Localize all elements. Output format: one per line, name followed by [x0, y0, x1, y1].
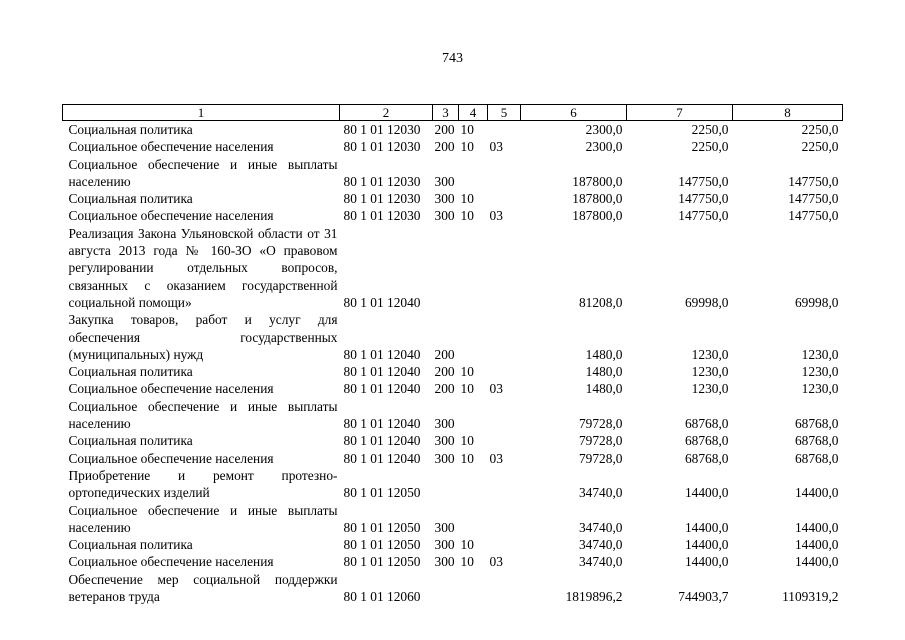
row-code: 80 1 01 12040 [343, 433, 421, 449]
table-row [63, 311, 843, 363]
header-col-5: 5 [488, 105, 521, 121]
row-col-4: 10 [460, 364, 474, 380]
table-row [63, 432, 843, 449]
row-value-7: 68768,0 [684, 416, 729, 432]
row-code: 80 1 01 12030 [343, 191, 421, 207]
row-value-6: 1480,0 [585, 364, 623, 380]
row-value-8: 2250,0 [801, 122, 839, 137]
row-name: Социальное обеспечение населения [68, 208, 274, 224]
row-value-7: 147750,0 [678, 173, 729, 189]
table-row [63, 207, 843, 224]
row-code: 80 1 01 12040 [343, 450, 421, 466]
row-col-5 [488, 467, 521, 502]
row-value-7: 14400,0 [684, 519, 729, 535]
row-col-3: 200 [434, 122, 455, 137]
row-col-4: 10 [460, 191, 474, 207]
row-name: Закупка товаров, работ и услуг для обеспечения государственных (муниципальных) нужд [68, 312, 338, 362]
row-value-6: 1819896,2 [565, 589, 623, 605]
row-col-3 [433, 571, 459, 606]
row-value-6: 187800,0 [572, 208, 623, 224]
row-code: 80 1 01 12060 [343, 589, 421, 605]
row-col-3: 300 [434, 554, 455, 570]
row-value-6: 34740,0 [578, 519, 623, 535]
row-col-5: 03 [489, 208, 503, 224]
row-value-6: 34740,0 [578, 485, 623, 501]
row-value-6: 79728,0 [578, 433, 623, 449]
row-value-8: 147750,0 [788, 208, 839, 224]
row-col-5: 03 [489, 139, 503, 155]
row-value-8: 14400,0 [794, 485, 839, 501]
row-value-7: 1230,0 [691, 346, 729, 362]
row-name: Социальное обеспечение населения [68, 450, 274, 466]
row-col-5 [488, 121, 521, 139]
row-col-4 [459, 311, 488, 363]
header-col-6: 6 [521, 105, 627, 121]
row-name: Социальная политика [68, 122, 193, 137]
row-col-3: 300 [434, 537, 455, 553]
row-code: 80 1 01 12030 [343, 122, 421, 137]
row-code: 80 1 01 12050 [343, 519, 421, 535]
table-row [63, 363, 843, 380]
row-value-8: 14400,0 [794, 519, 839, 535]
row-code: 80 1 01 12040 [343, 381, 421, 397]
row-value-6: 79728,0 [578, 416, 623, 432]
table-row [63, 467, 843, 502]
row-col-5 [488, 225, 521, 311]
header-col-3: 3 [433, 105, 459, 121]
row-value-6: 34740,0 [578, 537, 623, 553]
row-col-4 [459, 398, 488, 433]
row-col-5 [488, 311, 521, 363]
row-name: Реализация Закона Ульяновской области от 31 августа 2013 года № 160-ЗО «О правовом регулировании отдельных вопросов, связанных с оказанием государственной социальной помощи» [68, 225, 338, 310]
row-value-6: 1480,0 [585, 381, 623, 397]
row-value-7: 69998,0 [684, 294, 729, 310]
row-code: 80 1 01 12040 [343, 294, 421, 310]
page-number: 743 [442, 51, 463, 66]
table-header [63, 105, 843, 121]
row-col-5 [488, 398, 521, 433]
row-col-5: 03 [489, 450, 503, 466]
row-col-4 [459, 502, 488, 537]
row-col-4: 10 [460, 433, 474, 449]
row-col-4 [459, 467, 488, 502]
row-name: Социальное обеспечение и иные выплаты населению [68, 502, 338, 535]
row-name: Социальное обеспечение и иные выплаты населению [68, 398, 338, 432]
row-col-4: 10 [460, 537, 474, 553]
row-col-5 [488, 536, 521, 553]
row-code: 80 1 01 12030 [343, 208, 421, 224]
row-value-7: 147750,0 [678, 191, 729, 207]
header-col-8: 8 [733, 105, 843, 121]
row-col-4 [459, 225, 488, 311]
row-name: Приобретение и ремонт протезно-ортопедических изделий [68, 467, 338, 501]
row-col-5 [488, 502, 521, 537]
header-row [63, 105, 843, 121]
row-value-6: 34740,0 [578, 554, 623, 570]
row-col-3: 200 [434, 139, 455, 155]
row-code: 80 1 01 12050 [343, 554, 421, 570]
row-col-3: 300 [434, 433, 455, 449]
table-row [63, 121, 843, 139]
row-value-7: 14400,0 [684, 485, 729, 501]
row-value-8: 147750,0 [788, 191, 839, 207]
row-col-5 [488, 571, 521, 606]
row-col-5 [488, 432, 521, 449]
row-value-8: 1230,0 [801, 381, 839, 397]
row-col-5 [488, 363, 521, 380]
row-col-5 [488, 156, 521, 191]
row-col-3: 300 [434, 173, 455, 189]
row-value-8: 1109319,2 [782, 589, 839, 605]
row-value-6: 187800,0 [572, 191, 623, 207]
row-col-3: 200 [434, 346, 455, 362]
row-col-4: 10 [460, 139, 474, 155]
row-code: 80 1 01 12030 [343, 139, 421, 155]
row-col-3 [433, 225, 459, 311]
row-col-4 [459, 156, 488, 191]
row-value-7: 68768,0 [684, 433, 729, 449]
row-value-6: 2300,0 [585, 139, 623, 155]
row-value-8: 14400,0 [794, 554, 839, 570]
row-col-5: 03 [489, 554, 503, 570]
table-body [63, 121, 843, 606]
row-value-7: 2250,0 [691, 122, 729, 137]
table-row [63, 450, 843, 467]
table-row [63, 536, 843, 553]
row-value-7: 2250,0 [691, 139, 729, 155]
table-row [63, 398, 843, 433]
row-value-8: 14400,0 [794, 537, 839, 553]
row-col-5 [488, 190, 521, 207]
row-value-8: 68768,0 [794, 433, 839, 449]
row-code: 80 1 01 12040 [343, 364, 421, 380]
row-code: 80 1 01 12050 [343, 485, 421, 501]
row-value-6: 2300,0 [585, 122, 623, 137]
row-col-3: 300 [434, 519, 455, 535]
row-value-6: 81208,0 [578, 294, 623, 310]
row-col-4: 10 [460, 381, 474, 397]
row-name: Социальное обеспечение и иные выплаты населению [68, 156, 338, 189]
table-row [63, 553, 843, 570]
row-value-8: 68768,0 [794, 416, 839, 432]
table-row [63, 571, 843, 606]
table-row [63, 156, 843, 191]
header-col-4: 4 [459, 105, 488, 121]
header-col-1: 1 [63, 105, 340, 121]
row-value-6: 187800,0 [572, 173, 623, 189]
row-col-4: 10 [460, 554, 474, 570]
table-row [63, 502, 843, 537]
row-value-7: 14400,0 [684, 537, 729, 553]
row-col-3: 300 [434, 208, 455, 224]
row-value-8: 69998,0 [794, 294, 839, 310]
row-col-3: 300 [434, 450, 455, 466]
header-col-2: 2 [340, 105, 433, 121]
row-code: 80 1 01 12050 [343, 537, 421, 553]
row-value-8: 68768,0 [794, 450, 839, 466]
row-value-7: 147750,0 [678, 208, 729, 224]
row-code: 80 1 01 12030 [343, 173, 421, 189]
table-row [63, 190, 843, 207]
row-name: Социальная политика [68, 191, 193, 207]
row-name: Социальное обеспечение населения [68, 139, 274, 155]
row-col-4: 10 [460, 122, 474, 137]
row-col-4: 10 [460, 208, 474, 224]
row-value-8: 2250,0 [801, 139, 839, 155]
row-value-7: 744903,7 [678, 589, 729, 605]
row-col-4 [459, 571, 488, 606]
table-row [63, 138, 843, 155]
row-name: Социальное обеспечение населения [68, 381, 274, 397]
row-col-3 [433, 467, 459, 502]
row-code: 80 1 01 12040 [343, 416, 421, 432]
row-code: 80 1 01 12040 [343, 346, 421, 362]
row-col-5: 03 [489, 381, 503, 397]
row-value-7: 68768,0 [684, 450, 729, 466]
row-value-6: 1480,0 [585, 346, 623, 362]
row-value-7: 1230,0 [691, 381, 729, 397]
header-col-7: 7 [627, 105, 733, 121]
row-value-7: 14400,0 [684, 554, 729, 570]
row-name: Социальная политика [68, 433, 193, 449]
row-value-8: 1230,0 [801, 346, 839, 362]
row-name: Социальная политика [68, 537, 193, 553]
row-col-3: 300 [434, 191, 455, 207]
row-name: Обеспечение мер социальной поддержки ветеранов труда [68, 571, 338, 605]
row-value-6: 79728,0 [578, 450, 623, 466]
table-row [63, 225, 843, 311]
row-name: Социальная политика [68, 364, 193, 380]
row-col-3: 300 [434, 416, 455, 432]
row-value-8: 147750,0 [788, 173, 839, 189]
budget-table [62, 104, 843, 605]
row-value-8: 1230,0 [801, 364, 839, 380]
table-row [63, 380, 843, 397]
row-col-3: 200 [434, 364, 455, 380]
row-value-7: 1230,0 [691, 364, 729, 380]
row-col-4: 10 [460, 450, 474, 466]
row-col-3: 200 [434, 381, 455, 397]
row-name: Социальное обеспечение населения [68, 554, 274, 570]
